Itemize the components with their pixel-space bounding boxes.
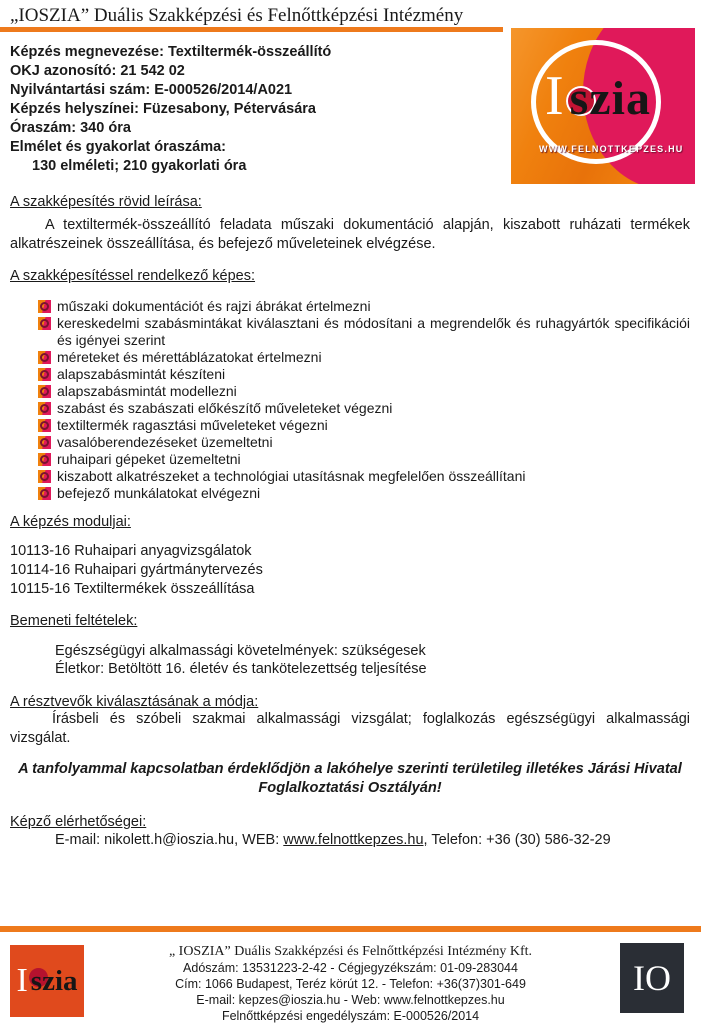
list-item <box>38 485 690 502</box>
ioszia-bullet-icon <box>38 317 51 330</box>
logo-letters-szia: szia <box>569 72 651 125</box>
list-item <box>38 383 690 400</box>
ioszia-bullet-icon <box>38 487 51 500</box>
theory-practice-label-line: Elmélet és gyakorlat óraszáma: <box>10 139 226 155</box>
footer-logo-letters-szia: szia <box>30 964 78 997</box>
page-title: „IOSZIA” Duális Szakképzési és Felnőttképzési Intézmény <box>10 5 464 26</box>
list-item <box>38 434 690 451</box>
footer-io-logo: IO <box>620 943 684 1013</box>
ioszia-bullet-icon <box>38 300 51 313</box>
skill-text: műszaki dokumentációt és rajzi ábrákat értelmezni <box>57 298 371 314</box>
course-name-line: Képzés megnevezése: Textiltermék-összeállító <box>10 44 332 60</box>
footer-logo-letter-i: I <box>16 962 28 999</box>
contact-line <box>10 831 690 850</box>
locations-line: Képzés helyszínei: Füzesabony, Pétervására <box>10 101 316 117</box>
skill-text: ruhaipari gépeket üzemeltetni <box>57 451 241 467</box>
age-requirement-line: Életkor: Betöltött 16. életév és tankötelezettség teljesítése <box>55 661 427 677</box>
entry-requirements-heading: Bemeneti feltételek: <box>10 613 138 629</box>
theory-practice-hours-line: 130 elméleti; 210 gyakorlati óra <box>32 158 247 174</box>
ioszia-bullet-icon <box>38 385 51 398</box>
list-item <box>38 315 690 349</box>
skills-list <box>10 298 690 502</box>
inquiry-notice: A tanfolyammal kapcsolatban érdeklődjön a lakóhelye szerinti területileg illetékes Járási Hivatal Foglalkoztatási Osztályán! <box>18 761 682 796</box>
footer-divider-rule <box>0 926 701 932</box>
course-info-block <box>10 43 510 176</box>
contact-heading: Képző elérhetőségei: <box>10 814 147 830</box>
ioszia-bullet-icon <box>38 351 51 364</box>
ioszia-bullet-icon <box>38 453 51 466</box>
website-link[interactable]: www.felnottkepzes.hu, <box>283 832 428 848</box>
footer-address-line: Cím: 1066 Budapest, Teréz körút 12. - Telefon: +36(37)301-649 <box>175 977 526 991</box>
logo-letter-i: I <box>545 65 564 127</box>
health-requirement-line: Egészségügyi alkalmassági követelmények: szükségesek <box>55 643 426 659</box>
header-divider-rule <box>0 27 503 32</box>
module-line: 10114-16 Ruhaipari gyártmánytervezés <box>10 562 263 578</box>
entry-requirements-block <box>10 642 690 678</box>
logo-wordmark <box>545 65 651 134</box>
list-item <box>38 298 690 315</box>
description-heading: A szakképesítés rövid leírása: <box>10 194 202 210</box>
footer-info-block <box>100 943 601 1024</box>
list-item <box>38 400 690 417</box>
modules-heading: A képzés moduljai: <box>10 514 131 530</box>
okj-id-line: OKJ azonosító: 21 542 02 <box>10 63 185 79</box>
list-item <box>38 417 690 434</box>
skill-text: szabást és szabászati előkészítő műveleteket végezni <box>57 400 393 416</box>
description-paragraph: A textiltermék-összeállító feladata műszaki dokumentáció alapján, kiszabott ruházati termékek alkatrészeinek összeállítása, és befejező műveleteinek elvégzése. <box>10 217 690 252</box>
list-item <box>38 468 690 485</box>
skill-text: méreteket és mérettáblázatokat értelmezni <box>57 349 322 365</box>
footer-ioszia-logo <box>10 945 84 1017</box>
module-line: 10113-16 Ruhaipari anyagvizsgálatok <box>10 543 252 559</box>
ioszia-bullet-icon <box>38 436 51 449</box>
list-item <box>38 349 690 366</box>
list-item <box>38 451 690 468</box>
skill-text: alapszabásmintát készíteni <box>57 366 226 382</box>
skill-text: alapszabásmintát modellezni <box>57 383 237 399</box>
contact-phone-text: Telefon: +36 (30) 586-32-29 <box>427 832 611 848</box>
hours-line: Óraszám: 340 óra <box>10 120 131 136</box>
footer-tax-line: Adószám: 13531223-2-42 - Cégjegyzékszám: 01-09-283044 <box>183 961 518 975</box>
skill-text: vasalóberendezéseket üzemeltetni <box>57 434 273 450</box>
logo-website-caption: WWW.FELNOTTKEPZES.HU <box>539 144 684 154</box>
skill-text: kereskedelmi szabásmintákat kiválasztani és módosítani a megrendelők és ruhagyártók specifikációi és igényei szerint <box>57 315 690 348</box>
modules-list <box>10 542 690 599</box>
ioszia-bullet-icon <box>38 368 51 381</box>
list-item <box>38 366 690 383</box>
ioszia-bullet-icon <box>38 470 51 483</box>
ioszia-bullet-icon <box>38 419 51 432</box>
ioszia-logo <box>511 28 695 184</box>
skills-heading: A szakképesítéssel rendelkező képes: <box>10 268 256 284</box>
footer-permit-line: Felnőttképzési engedélyszám: E-000526/2014 <box>221 1009 480 1023</box>
footer-email-web-line: E-mail: kepzes@ioszia.hu - Web: www.felnottkepzes.hu <box>196 993 505 1007</box>
skill-text: befejező munkálatokat elvégezni <box>57 485 261 501</box>
skill-text: kiszabott alkatrészeket a technológiai utasításnak megfelelően összeállítani <box>57 468 526 484</box>
skill-text: textiltermék ragasztási műveleteket végezni <box>57 417 328 433</box>
registration-number-line: Nyilvántartási szám: E-000526/2014/A021 <box>10 82 293 98</box>
selection-method-heading: A résztvevők kiválasztásának a módja: <box>10 694 259 710</box>
ioszia-bullet-icon <box>38 402 51 415</box>
module-line: 10115-16 Textiltermékek összeállítása <box>10 581 255 597</box>
footer-company-name: „ IOSZIA” Duális Szakképzési és Felnőttképzési Intézmény Kft. <box>168 944 533 959</box>
contact-email-text: E-mail: nikolett.h@ioszia.hu, WEB: <box>55 832 284 848</box>
selection-method-paragraph: Írásbeli és szóbeli szakmai alkalmassági vizsgálat; foglalkozás egészségügyi alkalmassági vizsgálat. <box>10 711 690 746</box>
